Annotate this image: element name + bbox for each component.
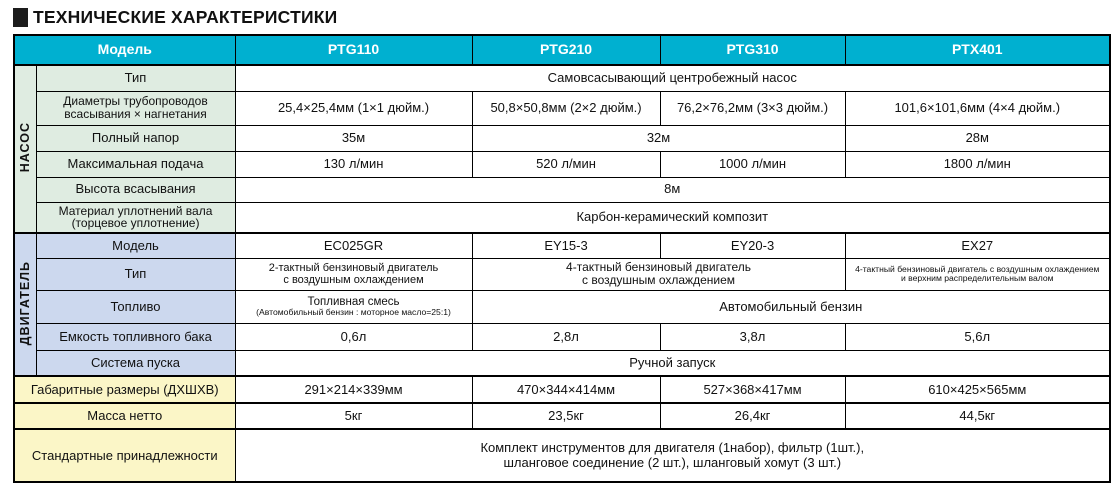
row-label: Тип: [36, 65, 235, 91]
spec-value: 8м: [235, 177, 1110, 202]
row-label: Диаметры трубопроводов всасывания × нагнетания: [36, 91, 235, 125]
spec-value: EC025GR: [235, 233, 472, 258]
spec-value: 3,8л: [660, 323, 845, 350]
spec-value: 4-тактный бензиновый двигатель с воздушным охлаждением: [472, 258, 845, 290]
row-label: Система пуска: [36, 350, 235, 376]
column-header-ptg210: PTG210: [472, 35, 660, 65]
spec-value: 2,8л: [472, 323, 660, 350]
section-label-engine: [14, 233, 36, 376]
spec-value: EY15-3: [472, 233, 660, 258]
row-label: Полный напор: [36, 125, 235, 151]
spec-value: 32м: [472, 125, 845, 151]
page-title: ТЕХНИЧЕСКИЕ ХАРАКТЕРИСТИКИ: [33, 7, 338, 27]
spec-value: 44,5кг: [845, 403, 1110, 429]
spec-value: 1800 л/мин: [845, 151, 1110, 177]
table-row: [14, 151, 1110, 177]
spec-value: 101,6×101,6мм (4×4 дюйм.): [845, 91, 1110, 125]
column-header-ptg310: PTG310: [660, 35, 845, 65]
spec-table: [13, 34, 1111, 483]
row-label: Максимальная подача: [36, 151, 235, 177]
table-row: [14, 65, 1110, 91]
table-header-row: [14, 35, 1110, 65]
spec-value: 291×214×339мм: [235, 376, 472, 403]
spec-value: Автомобильный бензин: [472, 290, 1110, 323]
row-label: Масса нетто: [14, 403, 235, 429]
spec-value: 50,8×50,8мм (2×2 дюйм.): [472, 91, 660, 125]
spec-value: 470×344×414мм: [472, 376, 660, 403]
spec-value: 4-тактный бензиновый двигатель с воздушным охлаждением и верхним распределительным валом: [845, 258, 1110, 290]
spec-value: 2-тактный бензиновый двигатель с воздушным охлаждением: [235, 258, 472, 290]
table-row: [14, 403, 1110, 429]
row-label: Стандартные принадлежности: [14, 429, 235, 482]
column-header-ptg110: PTG110: [235, 35, 472, 65]
table-row: [14, 429, 1110, 482]
spec-value: Самовсасывающий центробежный насос: [235, 65, 1110, 91]
row-label: Емкость топливного бака: [36, 323, 235, 350]
row-label: Материал уплотнений вала (торцевое уплотнение): [36, 202, 235, 233]
spec-value: EX27: [845, 233, 1110, 258]
spec-value: 5,6л: [845, 323, 1110, 350]
header-model-label: Модель: [14, 35, 235, 65]
table-row: [14, 258, 1110, 290]
row-label: Высота всасывания: [36, 177, 235, 202]
spec-value: 0,6л: [235, 323, 472, 350]
page-title-row: [13, 7, 1115, 28]
spec-value: Топливная смесь (Автомобильный бензин : моторное масло=25:1): [235, 290, 472, 323]
table-row: [14, 323, 1110, 350]
row-label: Топливо: [36, 290, 235, 323]
spec-value: 520 л/мин: [472, 151, 660, 177]
spec-value: 5кг: [235, 403, 472, 429]
row-label: Модель: [36, 233, 235, 258]
row-label: Тип: [36, 258, 235, 290]
spec-value: 76,2×76,2мм (3×3 дюйм.): [660, 91, 845, 125]
table-row: [14, 350, 1110, 376]
spec-value: 1000 л/мин: [660, 151, 845, 177]
spec-value: Ручной запуск: [235, 350, 1110, 376]
table-row: [14, 177, 1110, 202]
table-row: [14, 91, 1110, 125]
section-label-pump: [14, 65, 36, 233]
spec-value: 527×368×417мм: [660, 376, 845, 403]
spec-value: Комплект инструментов для двигателя (1набор), фильтр (1шт.), шланговое соединение (2 шт.), шланговый хомут (3 шт.): [235, 429, 1110, 482]
spec-value: 26,4кг: [660, 403, 845, 429]
table-row: [14, 290, 1110, 323]
spec-value: Карбон-керамический композит: [235, 202, 1110, 233]
spec-value: EY20-3: [660, 233, 845, 258]
spec-value: 35м: [235, 125, 472, 151]
spec-value: 28м: [845, 125, 1110, 151]
spec-value: 25,4×25,4мм (1×1 дюйм.): [235, 91, 472, 125]
title-square-icon: [13, 8, 28, 27]
spec-value: 23,5кг: [472, 403, 660, 429]
spec-value: 610×425×565мм: [845, 376, 1110, 403]
table-row: [14, 202, 1110, 233]
table-row: [14, 125, 1110, 151]
table-row: [14, 233, 1110, 258]
section-label-text: ДВИГАТЕЛЬ: [18, 260, 33, 346]
spec-value: 130 л/мин: [235, 151, 472, 177]
table-row: [14, 376, 1110, 403]
column-header-ptx401: PTX401: [845, 35, 1110, 65]
section-label-text: НАСОС: [18, 122, 33, 173]
row-label: Габаритные размеры (ДХШХВ): [14, 376, 235, 403]
